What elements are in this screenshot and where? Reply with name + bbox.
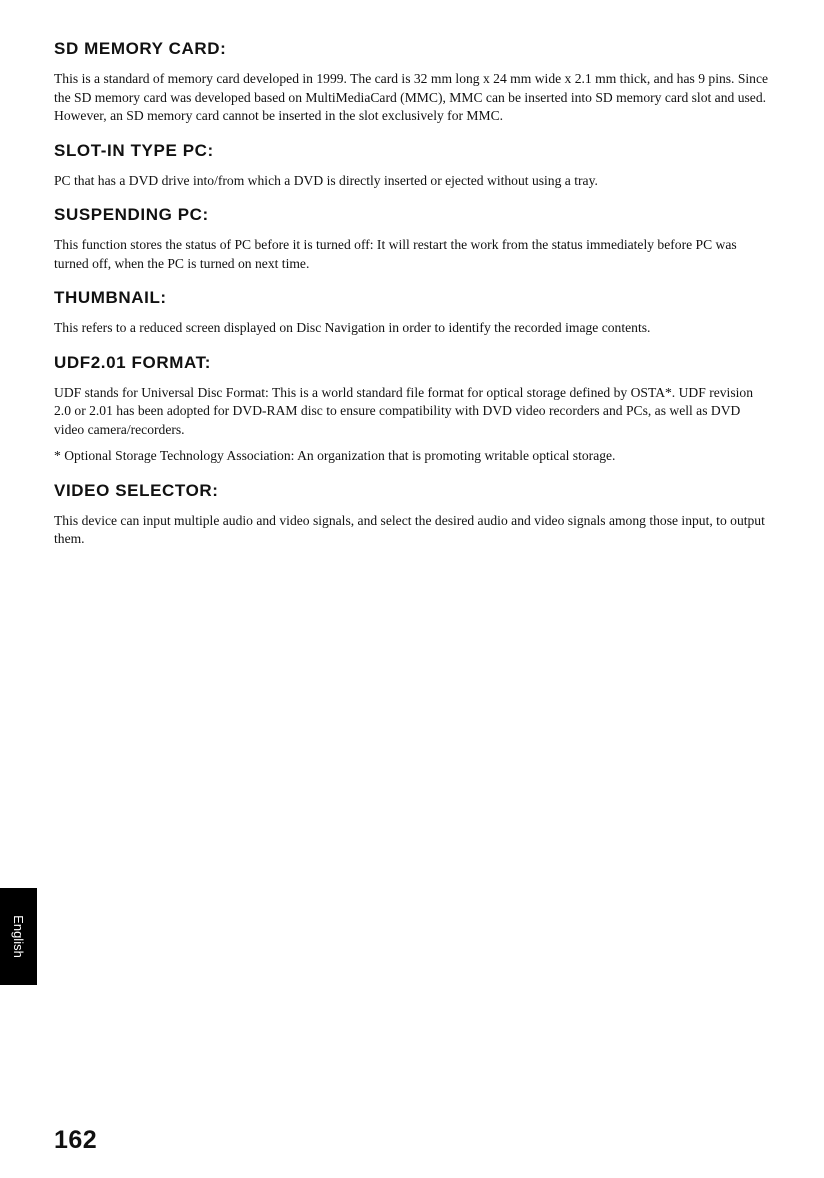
section-heading: UDF2.01 FORMAT: xyxy=(54,352,211,372)
section-sd-memory-card xyxy=(54,38,770,126)
footnote-paragraph: * Optional Storage Technology Association: An organization that is promoting writable optical storage. xyxy=(54,448,616,463)
section-heading: SD MEMORY CARD: xyxy=(54,39,227,58)
section-slot-in-type-pc xyxy=(54,140,770,191)
section-video-selector xyxy=(54,480,770,549)
page-number: 162 xyxy=(54,1126,98,1154)
section-heading: THUMBNAIL: xyxy=(54,288,167,307)
section-udf-format xyxy=(54,352,770,466)
section-heading: SUSPENDING PC: xyxy=(54,205,209,224)
section-suspending-pc xyxy=(54,204,770,273)
language-tab xyxy=(0,888,37,985)
language-tab-label: English xyxy=(11,915,27,958)
section-heading: SLOT-IN TYPE PC: xyxy=(54,140,214,160)
glossary-content xyxy=(54,38,770,563)
section-paragraph: This refers to a reduced screen displayed on Disc Navigation in order to identify the recorded image contents. xyxy=(54,320,651,335)
section-paragraph: UDF stands for Universal Disc Format: This is a world standard file format for optical storage defined by OSTA*. UDF revision 2.0 or 2.01 has been adopted for DVD-RAM disc to ensure compatibility with DVD video recorders and PCs, as well as DVD video camera/recorders. xyxy=(54,384,753,437)
section-heading: VIDEO SELECTOR: xyxy=(54,480,219,500)
section-paragraph: This device can input multiple audio and video signals, and select the desired audio and video signals among those input, to output them. xyxy=(54,512,765,546)
section-thumbnail xyxy=(54,287,770,338)
section-paragraph: PC that has a DVD drive into/from which a DVD is directly inserted or ejected without using a tray. xyxy=(54,172,598,188)
section-paragraph: This function stores the status of PC before it is turned off: It will restart the work from the status immediately before PC was turned off, when the PC is turned on next time. xyxy=(54,237,737,271)
section-paragraph: This is a standard of memory card developed in 1999. The card is 32 mm long x 24 mm wide x 2.1 mm thick, and has 9 pins. Since the SD memory card was developed based on MultiMediaCard (MMC), MMC can be inserted into SD memory card slot and used. However, an SD memory card cannot be inserted in the slot exclusively for MMC. xyxy=(54,71,769,123)
